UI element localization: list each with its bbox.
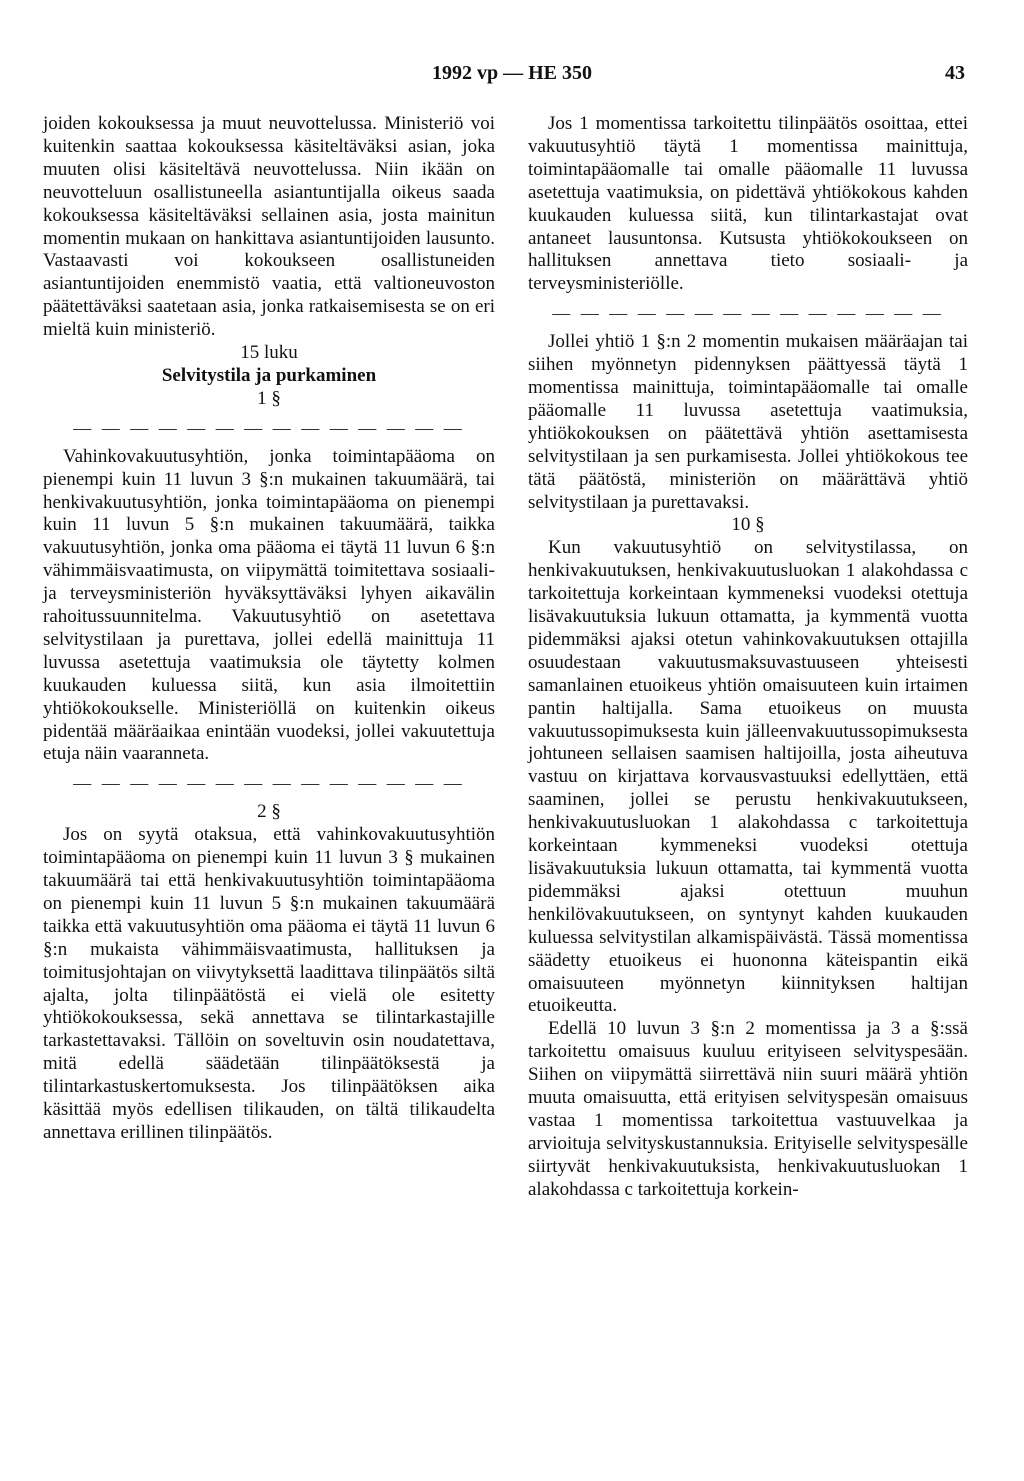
paragraph: Jollei yhtiö 1 §:n 2 momentin mukaisen määräajan tai siihen myönnetyn pidennyksen päättyessä täytä 1 momentissa mainittuja, toimintapääomalle tai omalle pääomalle 11 luvussa asetettuja vaatimuksia, yhtiökokouksen on päätettävä yhtiön asettamisesta selvitystilaan ja sen purkamisesta. Jollei yhtiökokous tee tätä päätöstä, ministeriön on määrättävä yhtiö selvitystilaan ja purettavaksi. <box>528 331 968 513</box>
paragraph: joiden kokouksessa ja muut neuvottelussa. Ministeriö voi kuitenkin saattaa kokouksessa käsiteltäväksi asian, joka muuten olisi käsiteltävä neuvottelussa. Niin ikään on neuvotteluun osallistuneella asiantuntijalla oikeus saada kokouksessa käsiteltäväksi sellainen asia, josta mainitun momentin mukaan on hankittava asiantuntijoiden lausunto. Vastaavasti voi kokoukseen osallistuneiden asiantuntijoiden enemmistö vaatia, että valtioneuvoston päätettäväksi saatetaan asia, jonka ratkaisemisesta se on eri mieltä kuin ministeriö. <box>43 113 495 341</box>
paragraph: Jos 1 momentissa tarkoitettu tilinpäätös osoittaa, ettei vakuutusyhtiö täytä 1 momentissa mainittuja, toimintapääomalle tai omalle pääomalle 11 luvussa asetettuja vaatimuksia, on pidettävä yhtiökokous kahden kuukauden kuluessa siitä, kun tilintarkastajat ovat antaneet lausuntonsa. Kutsusta yhtiökokoukseen on hallituksen annettava tieto sosiaali- ja terveysministeriölle. <box>528 113 968 295</box>
page-header <box>0 62 1024 92</box>
section-heading: 10 § <box>731 514 765 536</box>
section-heading: 2 § <box>257 801 281 823</box>
paragraph: Vahinkovakuutusyhtiön, jonka toimintapääoma on pienempi kuin 11 luvun 3 §:n mukainen takuumäärä, tai henkivakuutusyhtiön, jonka toimintapääoma on pienempi kuin 11 luvun 5 §:n mukainen takuumäärä, taikka vakuutusyhtiön, jonka oma pääoma ei täytä 11 luvun 6 §:n vähimmäisvaatimusta, on viipymättä toimitettava sosiaali- ja terveysministeriön hyväksyttäväksi lyhyen aikavälin rahoitussuunnitelma. Vakuutusyhtiö on asetettava selvitystilaan ja purettava, jollei edellä mainittuja 11 luvussa asetettuja vaatimuksia ole täytetty kolmen kuukauden kuluessa siitä, kun asia ilmoitettiin yhtiökokoukselle. Ministeriöllä on kuitenkin oikeus pidentää määräaikaa enintään vuodeksi, jollei vakuutettuja etuja näin vaaranneta. <box>43 445 495 765</box>
running-title: 1992 vp — HE 350 <box>431 62 593 84</box>
left-column <box>43 113 495 1145</box>
omission-dashes: — — — — — — — — — — — — — — <box>73 773 465 794</box>
paragraph: Edellä 10 luvun 3 §:n 2 momentissa ja 3 a §:ssä tarkoitettu omaisuus kuuluu erityiseen selvityspesään. Siihen on viipymättä siirrettävä niin suuri määrä yhtiön muuta omaisuutta, että erityisen selvityspesän omaisuus vastaa 1 momentissa tarkoitettua vastuuvelkaa ja arvioituja selvityskustannuksia. Erityiselle selvityspesälle siirtyvät henkivakuutuksista, henkivakuutusluokan 1 alakohdassa c tarkoitettuja korkein- <box>528 1018 968 1200</box>
section-heading: 1 § <box>257 387 281 409</box>
paragraph: Kun vakuutusyhtiö on selvitystilassa, on henkivakuutuksen, henkivakuutusluokan 1 alakohdassa c tarkoitettuja korkeintaan kymmeneksi vuodeksi otettuja lisävakuutuksia lukuun ottamatta, ja kymmentä vuotta pidemmäksi ajaksi otetun vahinkovakuutuksen ottajilla osuudestaan vakuutusmaksuvastuuseen yhteisesti samanlainen etuoikeus yhtiön omaisuuteen kuin irtaimen pantin haltijalla. Sama etuoikeus on muusta vakuutussopimuksesta kuin jälleenvakuutussopimuksesta johtuneen sellaisen saamisen haltijoilla, josta aiheutuva vastuu on kirjattava korvausvastuuksi edellyttäen, että saaminen, jollei se perustu henkivakuutukseen, henkivakuutusluokan 1 alakohdassa c tarkoitettuja korkeintaan kymmeneksi vuodeksi otettuja lisävakuutuksia lukuun ottamatta, tai kymmentä vuotta pidemmäksi ajaksi otettuun muuhun henkilövakuutukseen, on syntynyt kahden kuukauden kuluessa selvitystilan alkamispäivästä. Tässä momentissa säädetty etuoikeus ei huononna käteispantin eikä omaisuuteen myönnetyn kiinnityksen haltijan etuoikeutta. <box>528 537 968 1017</box>
paragraph: Jos on syytä otaksua, että vahinkovakuutusyhtiön toimintapääoma on pienempi kuin 11 luvun 3 § mukainen takuumäärä tai että henkivakuutusyhtiön toimintapääoma on pienempi kuin 11 luvun 5 §:n mukainen takuumäärä taikka että vakuutusyhtiön oma pääoma ei täytä 11 luvun 6 §:n mukaista vähimmäisvaatimusta, hallituksen ja toimitusjohtajan on viivytyksettä laadittava tilinpäätös siltä ajalta, jolta tilinpäätöstä ei vielä ole esitetty yhtiökokouksessa, sekä annettava se tilintarkastajille tarkastettavaksi. Tällöin on soveltuvin osin noudatettava, mitä edellä säädetään tilinpäätöksestä ja tilintarkastuskertomuksesta. Jos tilinpäätöksen aika käsittää myös edellisen tilikauden, on tältä tilikaudelta annettava erillinen tilinpäätös. <box>43 824 495 1143</box>
chapter-title: Selvitystila ja purkaminen <box>161 364 377 386</box>
right-column <box>528 113 968 1202</box>
page-number: 43 <box>945 62 965 84</box>
omission-dashes: — — — — — — — — — — — — — — <box>552 303 944 324</box>
omission-dashes: — — — — — — — — — — — — — — <box>73 417 465 438</box>
chapter-heading: 15 luku <box>240 342 298 364</box>
